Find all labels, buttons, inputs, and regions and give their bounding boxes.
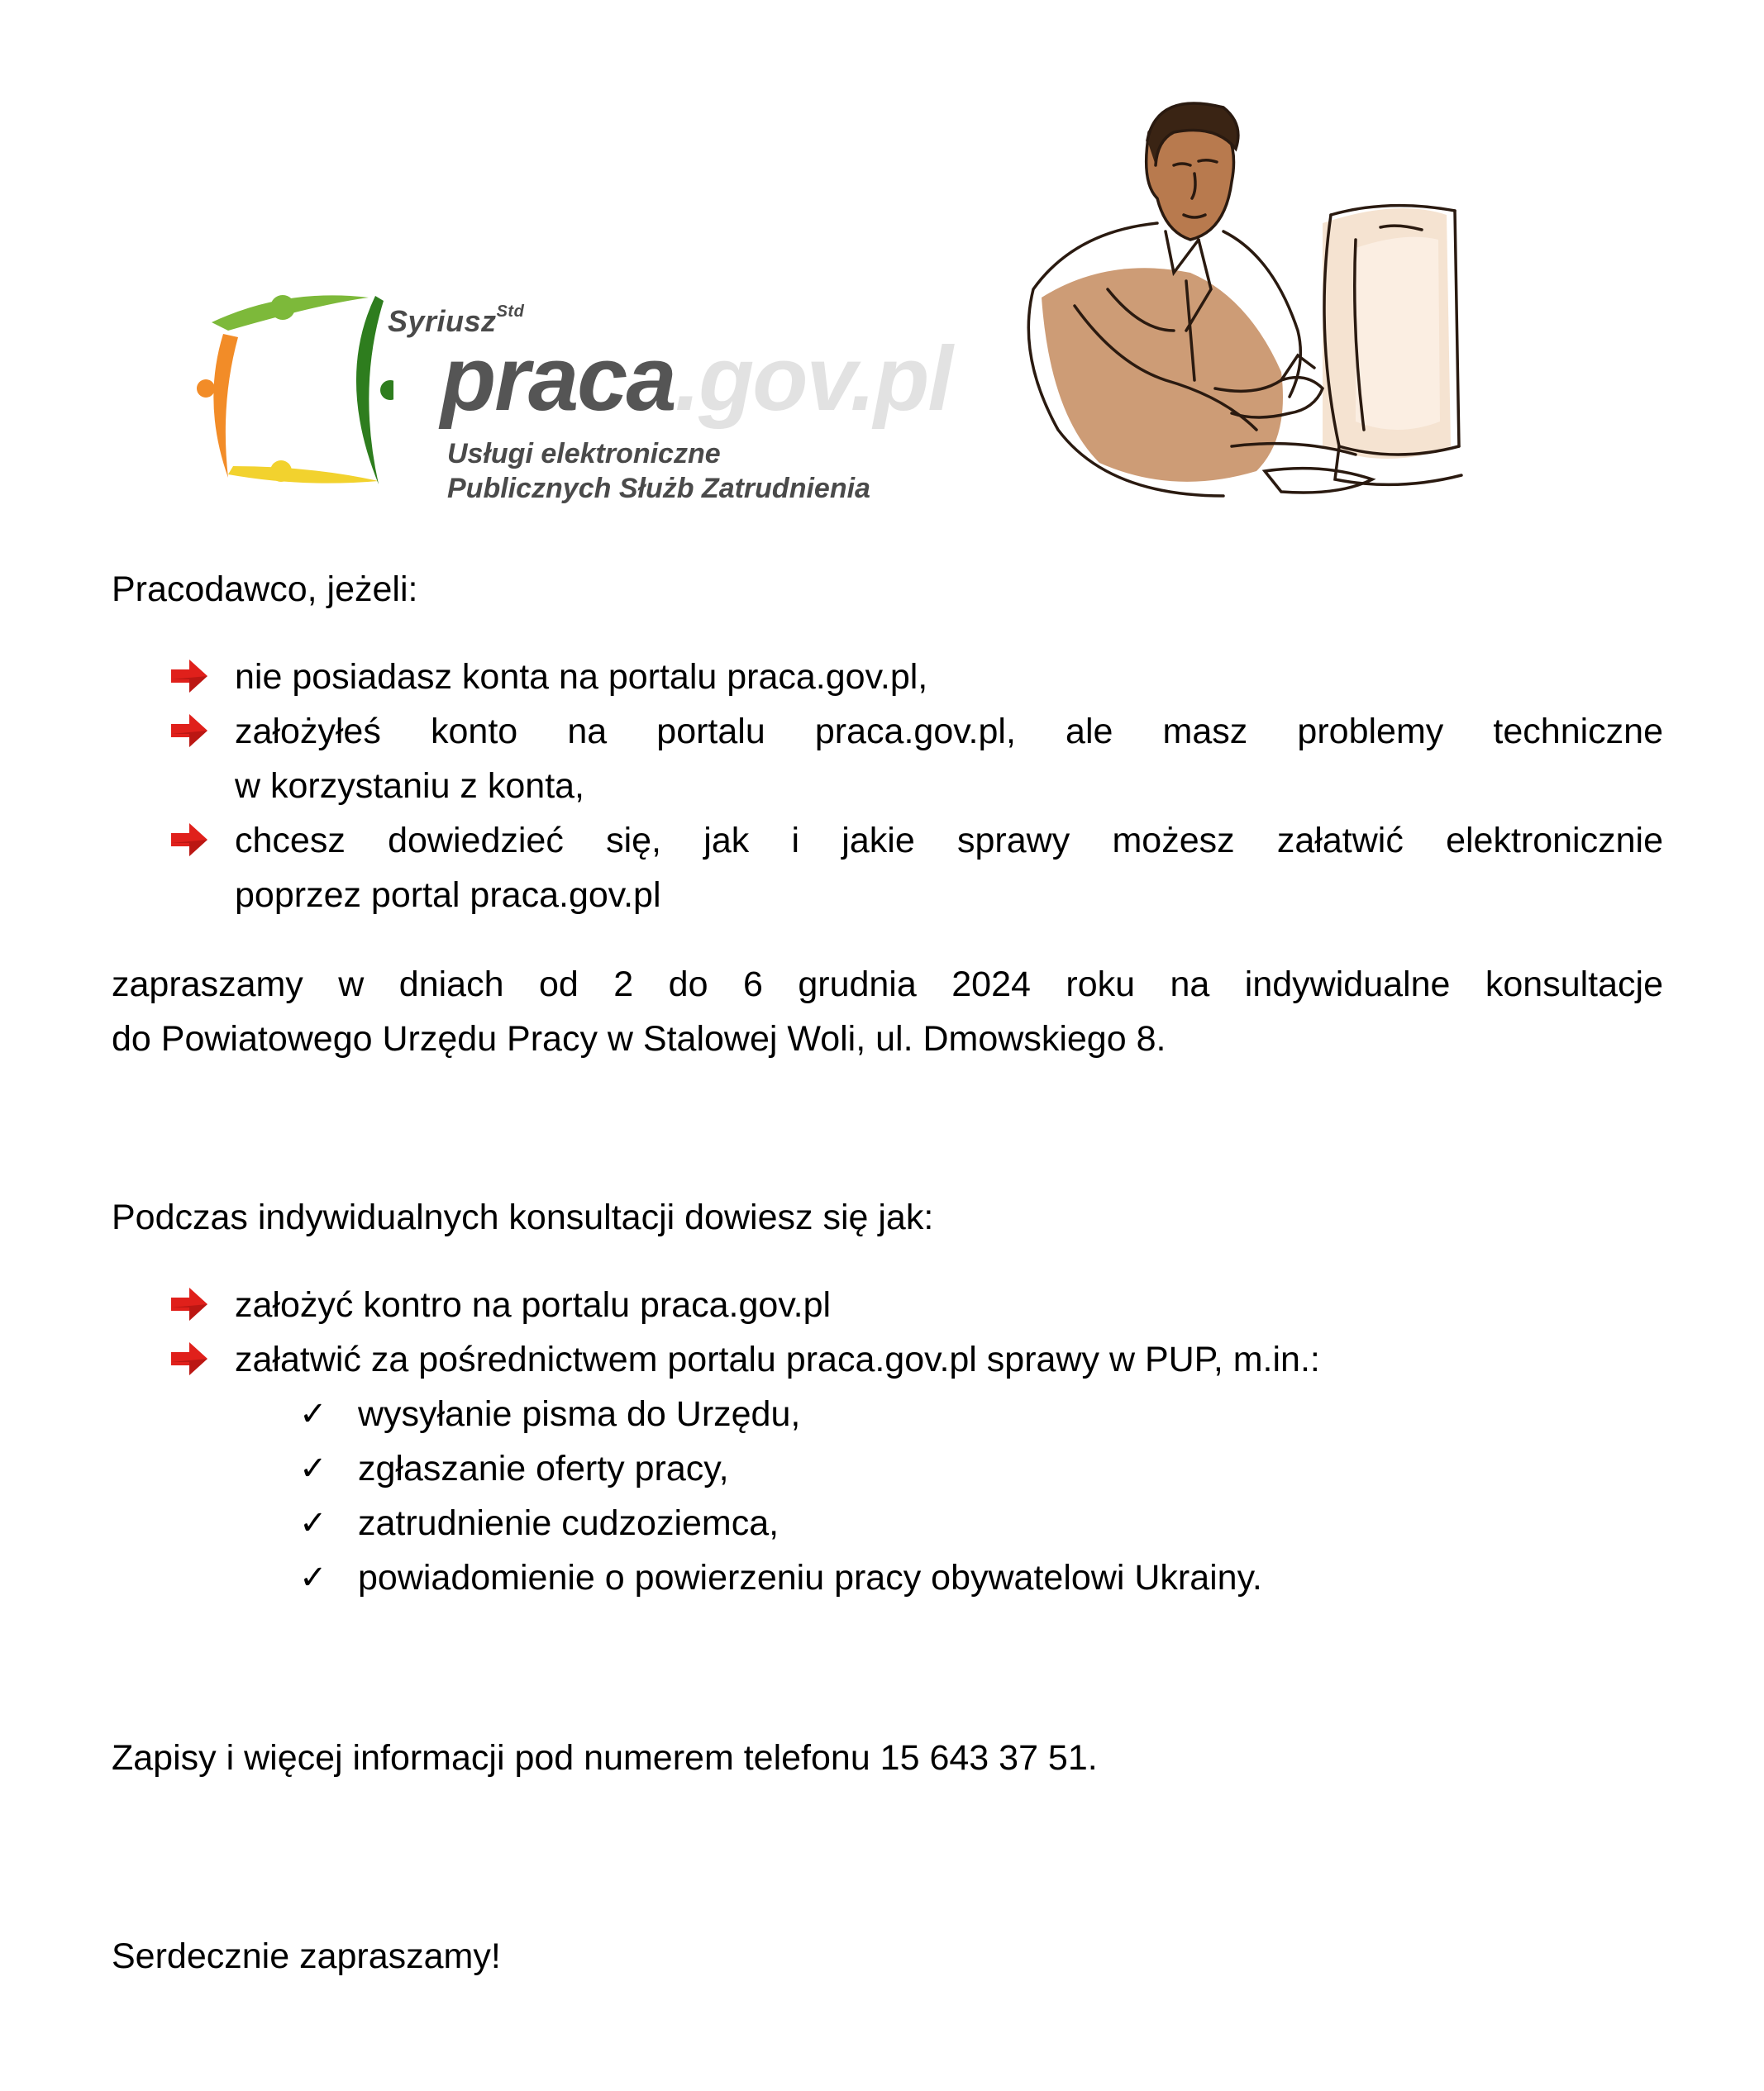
condition-item: chcesz dowiedzieć się, jak i jakie sprawy możesz załatwić elektronicznie <box>235 821 1663 860</box>
logo-tagline-line2: Publicznych Służb Zatrudnienia <box>447 473 870 504</box>
closing-text: Serdecznie zapraszamy! <box>112 1936 501 1976</box>
checkmark-icon: ✓ <box>299 1559 327 1597</box>
condition-item: nie posiadasz konta na portalu praca.gov.pl, <box>235 657 928 697</box>
logo-brand-small: Syriusz$^{Std}$ <box>388 302 525 338</box>
red-arrow-icon <box>171 1342 207 1375</box>
syriusz-emblem-icon <box>195 279 393 519</box>
invitation-line2: do Powiatowego Urzędu Pracy w Stalowej Woli, ul. Dmowskiego 8. <box>112 1019 1166 1059</box>
praca-gov-logo <box>195 279 1005 519</box>
checkmark-icon: ✓ <box>299 1504 327 1542</box>
red-arrow-icon <box>171 660 207 693</box>
condition-item: założyłeś konto na portalu praca.gov.pl, ale masz problemy techniczne <box>235 712 1663 751</box>
condition-item-continuation: w korzystaniu z konta, <box>235 766 585 806</box>
checkmark-icon: ✓ <box>299 1450 327 1488</box>
contact-info: Zapisy i więcej informacji pod numerem telefonu 15 643 37 51. <box>112 1738 1098 1778</box>
checkmark-icon: ✓ <box>299 1395 327 1433</box>
logo-tagline-line1: Usługi elektroniczne <box>447 438 721 469</box>
invitation-line1: zapraszamy w dniach od 2 do 6 grudnia 2024 roku na indywidualne konsultacje <box>112 965 1663 1004</box>
red-arrow-icon <box>171 714 207 747</box>
topic-item: założyć kontro na portalu praca.gov.pl <box>235 1285 832 1325</box>
man-at-computer-illustration <box>1008 83 1471 529</box>
red-arrow-icon <box>171 823 207 856</box>
condition-item-continuation: poprzez portal praca.gov.pl <box>235 875 661 915</box>
subtopic-item: zgłaszanie oferty pracy, <box>358 1449 729 1488</box>
red-arrow-icon <box>171 1288 207 1321</box>
subtopic-item: zatrudnienie cudzoziemca, <box>358 1503 779 1543</box>
topic-item: załatwić za pośrednictwem portalu praca.gov.pl sprawy w PUP, m.in.: <box>235 1340 1320 1379</box>
subtopic-item: wysyłanie pisma do Urzędu, <box>358 1394 801 1434</box>
logo-brand-main: praca.gov.pl <box>441 328 951 430</box>
consult-heading: Podczas indywidualnych konsultacji dowiesz się jak: <box>112 1198 934 1237</box>
intro-text: Pracodawco, jeżeli: <box>112 569 418 609</box>
subtopic-item: powiadomienie o powierzeniu pracy obywatelowi Ukrainy. <box>358 1558 1262 1598</box>
